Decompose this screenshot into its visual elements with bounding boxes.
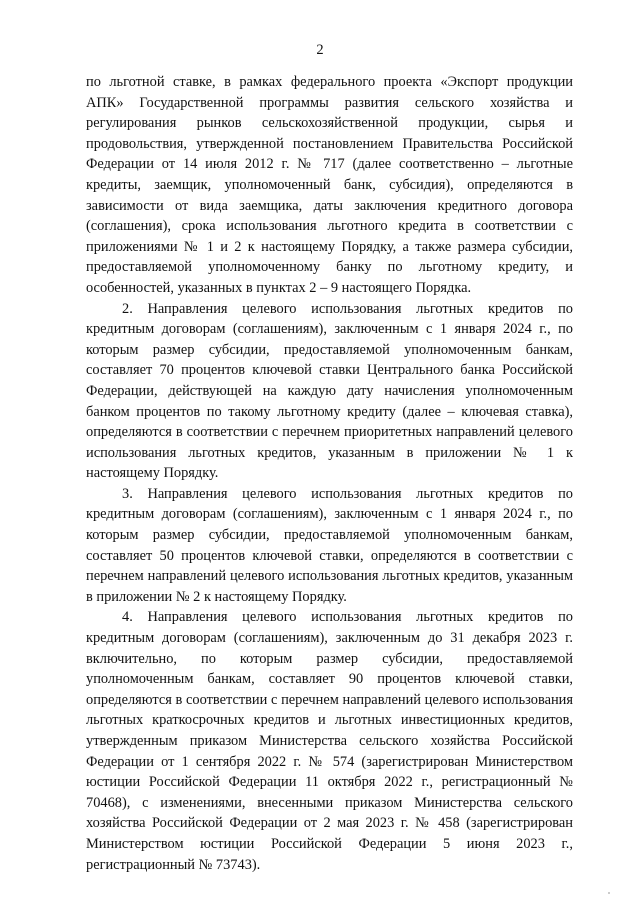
page-number: 2	[316, 42, 324, 58]
paragraph-continuation: по льготной ставке, в рамках федерального проекта «Экспорт продукции АПК» Государственной программы развития сельского хозяйства и регулирования рынков сельскохозяйственной продукции, сырья и продовольствия, утвержденной постановлением Правительства Российской Федерации от 14 июля 2012 г. № 717 (далее соответственно – льготные кредиты, заемщик, уполномоченный банк, субсидия), определяются в зависимости от вида заемщика, даты заключения кредитного договора (соглашения), срока использования льготного кредита в соответствии с приложениями № 1 и 2 к настоящему Порядку, а также размера субсидии, предоставляемой уполномоченному банку по льготному кредиту, и особенностей, указанных в пунктах 2 – 9 настоящего Порядка.	[86, 74, 573, 296]
paragraph-item-2: 2. Направления целевого использования льготных кредитов по кредитным договорам (соглашениям), заключенным с 1 января 2024 г., по которым размер субсидии, предоставляемой уполномоченным банкам, составляет 70 процентов ключевой ставки Центрального банка Российской Федерации, действующей на каждую дату начисления уполномоченным банком процентов по такому льготному кредиту (далее – ключевая ставка), определяются в соответствии с перечнем приоритетных направлений целевого использования льготных кредитов, указанным в приложении № 1 к настоящему Порядку.	[86, 300, 573, 482]
paragraph-item-4: 4. Направления целевого использования льготных кредитов по кредитным договорам (соглашениям), заключенным до 31 декабря 2023 г. включительно, по которым размер субсидии, предоставляемой уполномоченным банкам, составляет 90 процентов ключевой ставки, определяются в соответствии с перечнем направлений целевого использования льготных краткосрочных кредитов и льготных инвестиционных кредитов, утвержденным приказом Министерства сельского хозяйства Российской Федерации от 1 сентября 2022 г. № 574 (зарегистрирован Министерством юстиции Российской Федерации 11 октября 2022 г., регистрационный № 70468), с изменениями, внесенными приказом Министерства сельского хозяйства Российской Федерации от 2 мая 2023 г. № 458 (зарегистрирован Министерством юстиции Российской Федерации 5 июня 2023 г., регистрационный № 73743).	[86, 609, 573, 873]
paragraph-item-3: 3. Направления целевого использования льготных кредитов по кредитным договорам (соглашениям), заключенным с 1 января 2024 г., по которым размер субсидии, предоставляемой уполномоченным банкам, составляет 50 процентов ключевой ставки, определяются в соответствии с перечнем направлений целевого использования льготных кредитов, указанным в приложении № 2 к настоящему Порядку.	[86, 485, 573, 605]
scan-artifact	[608, 892, 610, 894]
document-body	[86, 72, 573, 875]
